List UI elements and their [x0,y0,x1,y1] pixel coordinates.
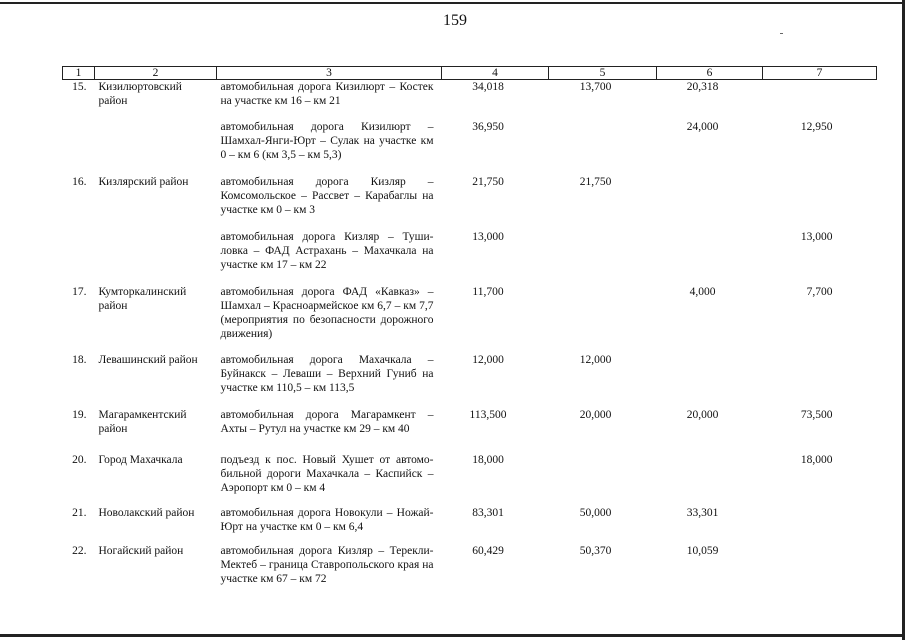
road-description: автомобильная дорога Кизляр – Комсомольское – Рассвет – Карабаглы на участке км 0 – км 3 [220,175,434,216]
scan-speck [780,33,783,34]
road-description: подъезд к пос. Новый Хушет от автомо-бильной дороги Махачкала – Каспийск – Аэропорт км 0 – км 4 [220,453,434,494]
district-name: Кизлярский район [98,175,189,188]
value-col-4: 36,950 [472,120,504,133]
district-name [95,120,217,175]
value-col-6 [657,353,763,408]
value-col-4: 11,700 [472,285,504,298]
value-col-5 [549,285,657,353]
table-header [63,67,877,80]
value-col-4: 113,500 [469,408,507,421]
header-col-7: 7 [763,67,877,80]
header-col-1: 1 [63,67,95,80]
value-col-7 [763,353,877,408]
value-col-5: 12,000 [579,353,612,366]
value-col-4: 34,018 [472,81,504,93]
value-col-6: 20,318 [686,81,719,93]
row-number: 17. [72,285,87,298]
value-col-4: 18,000 [472,453,504,466]
row-number [63,120,95,175]
value-col-4: 83,301 [472,506,504,519]
value-col-6: 4,000 [689,285,716,298]
road-description: автомобильная дорога ФАД «Кавказ» – Шамхал – Красноармейское км 6,7 – км 7,7 (мероприятия по безопасности дорожного движения) [220,285,434,340]
value-col-5 [549,230,657,285]
district-name: Магарамкентский район [98,408,187,435]
value-col-5: 50,370 [579,544,612,557]
value-col-6 [657,175,763,230]
table-row [63,285,877,353]
header-row [63,67,877,80]
road-description: автомобильная дорога Махачкала – Буйнакск – Леваши – Верхний Гуниб на участке км 110,5 – км 113,5 [220,353,434,394]
value-col-5: 50,000 [579,506,612,519]
value-col-5: 21,750 [579,175,612,188]
value-col-7: 7,700 [806,285,833,298]
value-col-5: 13,700 [579,81,612,93]
value-col-4: 12,000 [472,353,504,366]
row-number: 15. [72,81,87,93]
value-col-7: 18,000 [800,453,833,466]
value-col-7 [763,175,877,230]
value-col-5 [549,453,657,506]
header-col-6: 6 [657,67,763,80]
district-name: Кумторкалинский район [98,285,187,312]
table-body [63,80,877,594]
value-col-6: 20,000 [686,408,719,421]
row-number: 22. [72,544,87,557]
scan-border-top [0,2,905,4]
table-row [63,408,877,453]
value-col-6: 10,059 [686,544,719,557]
value-col-4: 13,000 [472,230,504,243]
value-col-5: 20,000 [579,408,612,421]
district-name: Новолакский район [98,506,195,519]
value-col-6: 24,000 [686,120,719,133]
value-col-7 [763,544,877,594]
table-row [63,80,877,120]
district-name: Кизилюртовский район [98,81,182,107]
header-col-3: 3 [217,67,442,80]
road-description: автомобильная дорога Кизилюрт – Костек на участке км 16 – км 21 [220,81,434,107]
funding-table [62,66,877,594]
district-name: Ногайский район [98,544,184,557]
row-number: 16. [72,175,87,188]
road-description: автомобильная дорога Новокули – Ножай-Юрт на участке км 0 – км 6,4 [220,506,434,533]
value-col-7: 13,000 [800,230,833,243]
table-row [63,120,877,175]
row-number: 21. [72,506,87,519]
value-col-7: 73,500 [800,408,833,421]
district-name: Город Махачкала [98,453,183,466]
district-name [95,230,217,285]
road-description: автомобильная дорога Кизляр – Терекли-Мектеб – граница Ставропольского края на участке км 67 – км 72 [220,544,434,585]
road-description: автомобильная дорога Кизляр – Туши-ловка – ФАД Астрахань – Махачкала на участке км 17 – км 22 [220,230,434,271]
row-number: 19. [72,408,87,421]
table-row [63,175,877,230]
road-description: автомобильная дорога Магарамкент – Ахты – Рутул на участке км 29 – км 40 [220,408,434,435]
road-description: автомобильная дорога Кизилюрт – Шамхал-Янги-Юрт – Сулак на участке км 0 – км 6 (км 3,5 – км 5,3) [220,120,434,161]
value-col-6 [657,453,763,506]
district-name: Левашинский район [98,353,198,366]
table-row [63,544,877,594]
value-col-7: 12,950 [800,120,833,133]
value-col-5 [549,120,657,175]
page-number: 159 [443,12,467,29]
header-col-4: 4 [442,67,549,80]
row-number: 20. [72,453,87,466]
table-row [63,353,877,408]
header-col-2: 2 [95,67,217,80]
value-col-6 [657,230,763,285]
row-number [63,230,95,285]
scan-border-bottom [0,634,905,637]
value-col-7 [763,80,877,120]
header-col-5: 5 [549,67,657,80]
value-col-7 [763,506,877,544]
table-row [63,230,877,285]
table-row [63,506,877,544]
value-col-4: 60,429 [472,544,504,557]
value-col-4: 21,750 [472,175,504,188]
row-number: 18. [72,353,87,366]
table-row [63,453,877,506]
value-col-6: 33,301 [686,506,719,519]
